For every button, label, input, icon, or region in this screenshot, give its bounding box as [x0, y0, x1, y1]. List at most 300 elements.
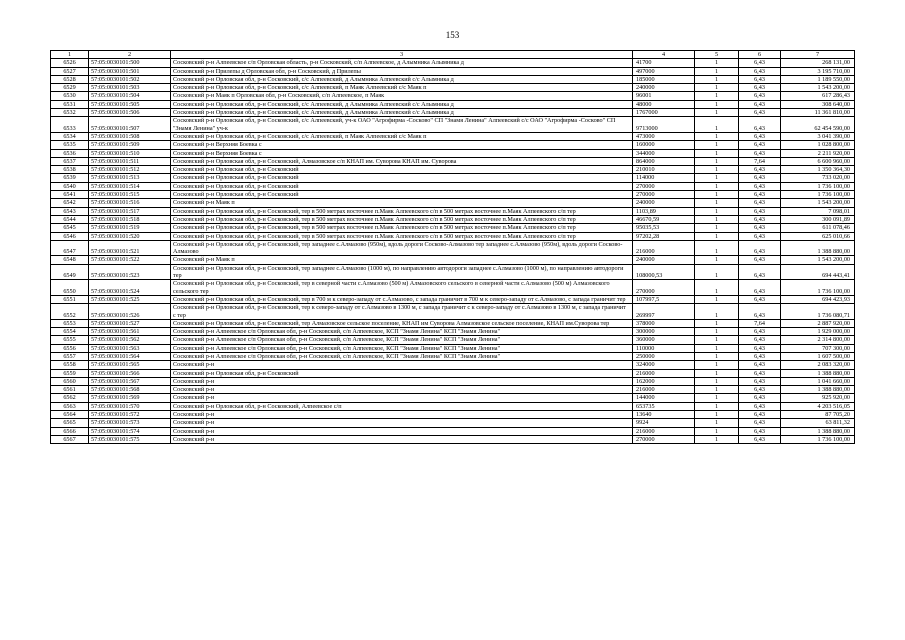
column-header-5: 5	[695, 51, 739, 59]
cell-row-number: 6553	[51, 319, 89, 327]
header-row	[51, 51, 855, 59]
cell-rate: 6,43	[739, 402, 781, 410]
cell-value: 6 600 960,00	[781, 157, 855, 165]
cell-value: 7 098,01	[781, 207, 855, 215]
cell-rate: 6,43	[739, 304, 781, 320]
cell-address: Сосковский р-н Орловская обл, р-н Сосковский, тер западнее с.Алмазово (1000 м), по направлению автодороги западнее с.Алмазово (1000 м), по направлению автодороги тер	[171, 264, 633, 280]
cell-cadastral-number: 57:05:0030101:567	[89, 377, 171, 385]
cell-row-number: 6527	[51, 67, 89, 75]
cell-cadastral-number: 57:05:0030101:514	[89, 182, 171, 190]
cell-quantity: 1	[695, 117, 739, 133]
table-row	[51, 427, 855, 435]
cell-rate: 6,43	[739, 435, 781, 443]
cell-quantity: 1	[695, 394, 739, 402]
cell-area: 250000	[633, 352, 695, 360]
cell-area: 114000	[633, 174, 695, 182]
cell-address: Сосковский р-н Прилепы д Орловская обл, р-н Сосковский, д Прилепы	[171, 67, 633, 75]
table-row	[51, 92, 855, 100]
page-number: 153	[445, 30, 460, 40]
cell-cadastral-number: 57:05:0030101:503	[89, 84, 171, 92]
cell-cadastral-number: 57:05:0030101:563	[89, 344, 171, 352]
cell-area: 97202,28	[633, 232, 695, 240]
cell-address: Сосковский р-н Верхняя Боевка с	[171, 141, 633, 149]
cell-quantity: 1	[695, 411, 739, 419]
cell-address: Сосковский р-н Орловская обл, р-н Сосковский, тер к северо-западу от с.Алмазово в 1300 м, с запада граничит с к северо-западу от с.Алмазово в 1300 м, с запада граничит с тер	[171, 304, 633, 320]
table-row	[51, 149, 855, 157]
cell-row-number: 6557	[51, 352, 89, 360]
cell-row-number: 6550	[51, 280, 89, 296]
cell-cadastral-number: 57:05:0030101:568	[89, 386, 171, 394]
cell-quantity: 1	[695, 295, 739, 303]
column-header-6: 6	[739, 51, 781, 59]
table-row	[51, 224, 855, 232]
cell-area: 185000	[633, 75, 695, 83]
cell-quantity: 1	[695, 232, 739, 240]
cell-row-number: 6547	[51, 240, 89, 256]
table-row	[51, 166, 855, 174]
column-header-4: 4	[633, 51, 695, 59]
table-row	[51, 84, 855, 92]
cell-rate: 6,43	[739, 100, 781, 108]
table-row	[51, 295, 855, 303]
cell-value: 1 388 880,00	[781, 386, 855, 394]
table-row	[51, 240, 855, 256]
cell-quantity: 1	[695, 304, 739, 320]
cell-rate: 6,43	[739, 336, 781, 344]
cell-address: Сосковский р-н	[171, 361, 633, 369]
cell-address: Сосковский р-н Орловская обл, р-н Сосковский	[171, 191, 633, 199]
cell-cadastral-number: 57:05:0030101:570	[89, 402, 171, 410]
cell-quantity: 1	[695, 361, 739, 369]
cell-address: Сосковский р-н	[171, 435, 633, 443]
cell-address: Сосковский р-н	[171, 377, 633, 385]
table-row	[51, 352, 855, 360]
cell-cadastral-number: 57:05:0030101:520	[89, 232, 171, 240]
cell-rate: 6,43	[739, 166, 781, 174]
cell-area: 324000	[633, 361, 695, 369]
cell-row-number: 6543	[51, 207, 89, 215]
cell-rate: 6,43	[739, 427, 781, 435]
cell-area: 95035,53	[633, 224, 695, 232]
cell-cadastral-number: 57:05:0030101:515	[89, 191, 171, 199]
cell-address: Сосковский р-н Орловская обл, р-н Сосковский, тер в 500 метрах восточнее п.Маяк Алпеевского с/п в 500 метрах восточнее п.Маяк Алпеевского с/п тер	[171, 207, 633, 215]
cell-value: 308 640,00	[781, 100, 855, 108]
cell-address: Сосковский р-н Орловская обл, р-н Сосковский	[171, 182, 633, 190]
cell-address: Сосковский р-н	[171, 427, 633, 435]
cell-area: 216000	[633, 240, 695, 256]
table-row	[51, 264, 855, 280]
cell-address: Сосковский р-н Орловская обл, р-н Сосковский, тер в 700 м к северо-западу от с.Алмазово, с запада граничит в 700 м к северо-западу от с.Алмазово, с запада граничит тер	[171, 295, 633, 303]
cell-rate: 6,43	[739, 75, 781, 83]
cell-address: Сосковский р-н Маяк п	[171, 256, 633, 264]
cell-quantity: 1	[695, 207, 739, 215]
cell-quantity: 1	[695, 182, 739, 190]
table-row	[51, 174, 855, 182]
cell-cadastral-number: 57:05:0030101:527	[89, 319, 171, 327]
cell-row-number: 6538	[51, 166, 89, 174]
cell-quantity: 1	[695, 369, 739, 377]
cell-cadastral-number: 57:05:0030101:524	[89, 280, 171, 296]
cell-cadastral-number: 57:05:0030101:523	[89, 264, 171, 280]
cell-row-number: 6549	[51, 264, 89, 280]
cell-row-number: 6560	[51, 377, 89, 385]
cell-address: Сосковский р-н Алпеевское с/п Орловская область, р-н Сосковский, с/п Алпеевское, д Алымника Алымника д	[171, 59, 633, 67]
cell-row-number: 6551	[51, 295, 89, 303]
cell-area: 1767000	[633, 109, 695, 117]
cell-area: 653735	[633, 402, 695, 410]
cell-rate: 6,43	[739, 256, 781, 264]
cell-cadastral-number: 57:05:0030101:565	[89, 361, 171, 369]
cell-value: 1 350 364,30	[781, 166, 855, 174]
cell-value: 1 028 800,00	[781, 141, 855, 149]
cell-address: Сосковский р-н Орловская обл, р-н Сосковский	[171, 166, 633, 174]
cell-rate: 6,43	[739, 92, 781, 100]
cell-quantity: 1	[695, 149, 739, 157]
cell-address: Сосковский р-н	[171, 419, 633, 427]
cell-address: Сосковский р-н Орловская обл, р-н Сосковский, тер в северной части с.Алмазово (500 м) Алмазовского сельского в северной части с.Алмазово (500 м) Алмазовского сельского тер	[171, 280, 633, 296]
cell-row-number: 6545	[51, 224, 89, 232]
table-row	[51, 109, 855, 117]
cell-value: 1 388 880,00	[781, 240, 855, 256]
column-header-7: 7	[781, 51, 855, 59]
cell-cadastral-number: 57:05:0030101:519	[89, 224, 171, 232]
column-header-3: 3	[171, 51, 633, 59]
cell-area: 864000	[633, 157, 695, 165]
cell-rate: 6,43	[739, 174, 781, 182]
cell-row-number: 6539	[51, 174, 89, 182]
table-row	[51, 132, 855, 140]
cell-quantity: 1	[695, 84, 739, 92]
cell-cadastral-number: 57:05:0030101:526	[89, 304, 171, 320]
cell-rate: 6,43	[739, 182, 781, 190]
cell-rate: 6,43	[739, 361, 781, 369]
cell-rate: 6,43	[739, 344, 781, 352]
cell-quantity: 1	[695, 92, 739, 100]
cell-cadastral-number: 57:05:0030101:521	[89, 240, 171, 256]
column-header-2: 2	[89, 51, 171, 59]
cell-area: 46670,59	[633, 215, 695, 223]
cell-address: Сосковский р-н Орловская обл, р-н Сосковский, с/с Алпеевский, п Маяк Алпеевский с/с Маяк п	[171, 132, 633, 140]
cell-rate: 6,43	[739, 411, 781, 419]
cell-value: 1 543 200,00	[781, 256, 855, 264]
cell-value: 268 131,00	[781, 59, 855, 67]
table-row	[51, 361, 855, 369]
cell-value: 611 078,46	[781, 224, 855, 232]
cell-address: Сосковский р-н Маяк п Орловская обл, р-н Сосковский, с/п Алпеевское, п Маяк	[171, 92, 633, 100]
table-row	[51, 157, 855, 165]
cell-row-number: 6563	[51, 402, 89, 410]
cell-row-number: 6532	[51, 109, 89, 117]
cell-cadastral-number: 57:05:0030101:573	[89, 419, 171, 427]
cell-value: 11 361 810,00	[781, 109, 855, 117]
cell-row-number: 6565	[51, 419, 89, 427]
cell-row-number: 6535	[51, 141, 89, 149]
cell-rate: 6,43	[739, 295, 781, 303]
cell-cadastral-number: 57:05:0030101:561	[89, 328, 171, 336]
cell-quantity: 1	[695, 377, 739, 385]
cell-quantity: 1	[695, 264, 739, 280]
cell-cadastral-number: 57:05:0030101:505	[89, 100, 171, 108]
cell-area: 216000	[633, 386, 695, 394]
cell-address: Сосковский р-н Орловская обл, р-н Сосковский, Алмазовское с/п КНАП им. Суворова КНАП им. Суворова	[171, 157, 633, 165]
cell-row-number: 6566	[51, 427, 89, 435]
cell-area: 378000	[633, 319, 695, 327]
table-row	[51, 304, 855, 320]
cell-cadastral-number: 57:05:0030101:508	[89, 132, 171, 140]
cell-row-number: 6533	[51, 117, 89, 133]
cell-area: 240000	[633, 84, 695, 92]
cell-cadastral-number: 57:05:0030101:517	[89, 207, 171, 215]
cell-value: 1 607 500,00	[781, 352, 855, 360]
cell-rate: 6,43	[739, 240, 781, 256]
cell-value: 1 929 000,00	[781, 328, 855, 336]
table-row	[51, 402, 855, 410]
cell-row-number: 6530	[51, 92, 89, 100]
cell-rate: 7,64	[739, 319, 781, 327]
cell-value: 1 543 200,00	[781, 84, 855, 92]
cell-value: 3 195 710,00	[781, 67, 855, 75]
cell-quantity: 1	[695, 191, 739, 199]
cell-quantity: 1	[695, 75, 739, 83]
cell-rate: 6,43	[739, 386, 781, 394]
cell-value: 2 887 920,00	[781, 319, 855, 327]
cell-address: Сосковский р-н Орловская обл, р-н Сосковский, с/с Алпеевский, д Алымника Алпеевский с/с Алымника д	[171, 75, 633, 83]
cell-area: 1103,89	[633, 207, 695, 215]
cell-address: Сосковский р-н Орловская обл, р-н Сосковский, тер в 500 метрах восточнее п.Маяк Алпеевского с/п в 500 метрах восточнее п.Маяк Алпеевского с/п тер	[171, 232, 633, 240]
cell-quantity: 1	[695, 224, 739, 232]
cell-address: Сосковский р-н	[171, 386, 633, 394]
cell-cadastral-number: 57:05:0030101:509	[89, 141, 171, 149]
cell-rate: 6,43	[739, 199, 781, 207]
cell-quantity: 1	[695, 67, 739, 75]
table-row	[51, 141, 855, 149]
cell-row-number: 6559	[51, 369, 89, 377]
cell-rate: 6,43	[739, 264, 781, 280]
cell-area: 162000	[633, 377, 695, 385]
cell-quantity: 1	[695, 166, 739, 174]
cell-rate: 6,43	[739, 215, 781, 223]
cell-rate: 6,43	[739, 132, 781, 140]
table-row	[51, 377, 855, 385]
cell-quantity: 1	[695, 157, 739, 165]
cell-row-number: 6544	[51, 215, 89, 223]
cell-area: 240000	[633, 256, 695, 264]
cell-cadastral-number: 57:05:0030101:525	[89, 295, 171, 303]
cell-rate: 6,43	[739, 224, 781, 232]
cell-row-number: 6564	[51, 411, 89, 419]
cell-quantity: 1	[695, 344, 739, 352]
cell-value: 617 286,43	[781, 92, 855, 100]
cell-rate: 6,43	[739, 117, 781, 133]
cell-quantity: 1	[695, 256, 739, 264]
cell-address: Сосковский р-н Орловская обл, р-н Сосковский, с/с Алпеевский, уч-к ОАО "Агрофирма -Сосково" СП "Знамя Ленина" Алпеевский с/с ОАО "Агрофирма -Сосково" СП "Знамя Ленина" уч-к	[171, 117, 633, 133]
cell-value: 625 010,66	[781, 232, 855, 240]
cell-address: Сосковский р-н Орловская обл, р-н Сосковский, тер западнее с.Алмазово (950м), вдоль дороги Сосково-Алмазово тер западнее с.Алмазово (950м), вдоль дороги Сосково-Алмазово	[171, 240, 633, 256]
cell-cadastral-number: 57:05:0030101:562	[89, 336, 171, 344]
cell-address: Сосковский р-н	[171, 411, 633, 419]
cell-rate: 6,43	[739, 369, 781, 377]
cell-quantity: 1	[695, 240, 739, 256]
table-row	[51, 319, 855, 327]
cell-cadastral-number: 57:05:0030101:513	[89, 174, 171, 182]
cell-value: 4 203 516,05	[781, 402, 855, 410]
cell-cadastral-number: 57:05:0030101:504	[89, 92, 171, 100]
cell-area: 48000	[633, 100, 695, 108]
cell-quantity: 1	[695, 328, 739, 336]
cell-row-number: 6534	[51, 132, 89, 140]
cell-cadastral-number: 57:05:0030101:500	[89, 59, 171, 67]
cell-quantity: 1	[695, 386, 739, 394]
cell-value: 300 091,89	[781, 215, 855, 223]
cell-row-number: 6529	[51, 84, 89, 92]
cell-quantity: 1	[695, 402, 739, 410]
table-row	[51, 59, 855, 67]
table-row	[51, 256, 855, 264]
cell-address: Сосковский р-н Орловская обл, р-н Сосковский, с/с Алпеевский, д Алымника Алпеевский с/с Алымника д	[171, 109, 633, 117]
cell-rate: 6,43	[739, 67, 781, 75]
cell-value: 2 083 320,00	[781, 361, 855, 369]
cell-cadastral-number: 57:05:0030101:510	[89, 149, 171, 157]
cell-rate: 6,43	[739, 352, 781, 360]
cell-area: 344000	[633, 149, 695, 157]
table-row	[51, 336, 855, 344]
table-row	[51, 386, 855, 394]
cell-area: 13640	[633, 411, 695, 419]
cell-row-number: 6531	[51, 100, 89, 108]
cell-quantity: 1	[695, 174, 739, 182]
cell-row-number: 6554	[51, 328, 89, 336]
cell-row-number: 6542	[51, 199, 89, 207]
cell-row-number: 6541	[51, 191, 89, 199]
cell-address: Сосковский р-н Алпеевское с/п Орловская обл, р-н Сосковский, с/п Алпеевское, КСП "Знамя Ленина" КСП "Знамя Ленина"	[171, 328, 633, 336]
cell-value: 1 543 200,00	[781, 199, 855, 207]
cell-cadastral-number: 57:05:0030101:501	[89, 67, 171, 75]
cell-rate: 6,43	[739, 328, 781, 336]
cell-area: 96001	[633, 92, 695, 100]
cell-row-number: 6526	[51, 59, 89, 67]
cell-value: 925 920,00	[781, 394, 855, 402]
table-row	[51, 215, 855, 223]
cell-rate: 7,64	[739, 157, 781, 165]
cell-rate: 6,43	[739, 207, 781, 215]
cell-value: 2 314 800,00	[781, 336, 855, 344]
cell-area: 108000,53	[633, 264, 695, 280]
cell-area: 9924	[633, 419, 695, 427]
cell-area: 107997,5	[633, 295, 695, 303]
cell-address: Сосковский р-н Орловская обл, р-н Сосковский, тер в 500 метрах восточнее п.Маяк Алпеевского с/п в 500 метрах восточнее п.Маяк Алпеевского с/п тер	[171, 224, 633, 232]
cell-row-number: 6552	[51, 304, 89, 320]
cell-address: Сосковский р-н Орловская обл, р-н Сосковский, с/с Алпеевский, д Алымника Алпеевский с/с Алымника д	[171, 100, 633, 108]
cell-value: 1 388 880,00	[781, 427, 855, 435]
cell-cadastral-number: 57:05:0030101:516	[89, 199, 171, 207]
cell-row-number: 6561	[51, 386, 89, 394]
cell-cadastral-number: 57:05:0030101:507	[89, 117, 171, 133]
cell-value: 62 454 590,00	[781, 117, 855, 133]
column-header-1: 1	[51, 51, 89, 59]
table-row	[51, 419, 855, 427]
cell-area: 270000	[633, 435, 695, 443]
table-row	[51, 207, 855, 215]
cell-row-number: 6546	[51, 232, 89, 240]
cell-row-number: 6555	[51, 336, 89, 344]
table-row	[51, 411, 855, 419]
cell-quantity: 1	[695, 352, 739, 360]
cell-cadastral-number: 57:05:0030101:518	[89, 215, 171, 223]
cell-rate: 6,43	[739, 84, 781, 92]
table-row	[51, 117, 855, 133]
cell-area: 144000	[633, 394, 695, 402]
cell-value: 3 041 390,00	[781, 132, 855, 140]
table-row	[51, 435, 855, 443]
cell-cadastral-number: 57:05:0030101:522	[89, 256, 171, 264]
cell-quantity: 1	[695, 199, 739, 207]
cell-address: Сосковский р-н Алпеевское с/п Орловская обл, р-н Сосковский, с/п Алпеевское, КСП "Знамя Ленина" КСП "Знамя Ленина"	[171, 336, 633, 344]
cell-quantity: 1	[695, 427, 739, 435]
cell-value: 1 736 100,00	[781, 280, 855, 296]
cell-area: 110000	[633, 344, 695, 352]
cell-area: 240000	[633, 199, 695, 207]
cell-quantity: 1	[695, 419, 739, 427]
cell-quantity: 1	[695, 280, 739, 296]
cell-rate: 6,43	[739, 377, 781, 385]
cell-address: Сосковский р-н Орловская обл, р-н Сосковский, тер Алмазовское сельское поселение, КНАП им Суворова Алмазовское сельское поселение, КНАП им.Суворова тер	[171, 319, 633, 327]
table-row	[51, 75, 855, 83]
cell-value: 1 388 880,00	[781, 369, 855, 377]
cell-row-number: 6556	[51, 344, 89, 352]
cell-rate: 6,43	[739, 59, 781, 67]
table-row	[51, 394, 855, 402]
table-row	[51, 67, 855, 75]
cell-row-number: 6558	[51, 361, 89, 369]
cell-address: Сосковский р-н Орловская обл, р-н Сосковский, тер в 500 метрах восточнее п.Маяк Алпеевского с/п в 500 метрах восточнее п.Маяк Алпеевского с/п тер	[171, 215, 633, 223]
cell-area: 300000	[633, 328, 695, 336]
cell-value: 1 736 100,00	[781, 182, 855, 190]
cell-quantity: 1	[695, 435, 739, 443]
table-row	[51, 100, 855, 108]
cell-rate: 6,43	[739, 394, 781, 402]
cell-area: 473000	[633, 132, 695, 140]
cell-cadastral-number: 57:05:0030101:572	[89, 411, 171, 419]
cell-area: 360000	[633, 336, 695, 344]
cell-address: Сосковский р-н	[171, 394, 633, 402]
cell-row-number: 6540	[51, 182, 89, 190]
cell-area: 9713000	[633, 117, 695, 133]
cell-quantity: 1	[695, 132, 739, 140]
cell-rate: 6,43	[739, 232, 781, 240]
cell-address: Сосковский р-н Орловская обл, р-н Сосковский, Алпеевское с/п	[171, 402, 633, 410]
cell-area: 216000	[633, 369, 695, 377]
cell-area: 270000	[633, 182, 695, 190]
cell-cadastral-number: 57:05:0030101:506	[89, 109, 171, 117]
cell-cadastral-number: 57:05:0030101:569	[89, 394, 171, 402]
cell-area: 270000	[633, 280, 695, 296]
table-row	[51, 369, 855, 377]
table-row	[51, 182, 855, 190]
cell-row-number: 6562	[51, 394, 89, 402]
cell-address: Сосковский р-н Алпеевское с/п Орловская обл, р-н Сосковский, с/п Алпеевское, КСП "Знамя Ленина" КСП "Знамя Ленина"	[171, 344, 633, 352]
cell-address: Сосковский р-н Орловская обл, р-н Сосковский	[171, 174, 633, 182]
cell-value: 2 211 920,00	[781, 149, 855, 157]
cell-value: 1 736 080,71	[781, 304, 855, 320]
cell-quantity: 1	[695, 215, 739, 223]
cell-value: 1 189 550,00	[781, 75, 855, 83]
cell-value: 1 041 660,00	[781, 377, 855, 385]
cell-cadastral-number: 57:05:0030101:575	[89, 435, 171, 443]
cell-cadastral-number: 57:05:0030101:512	[89, 166, 171, 174]
cell-rate: 6,43	[739, 280, 781, 296]
cell-address: Сосковский р-н Маяк п	[171, 199, 633, 207]
cell-address: Сосковский р-н Орловская обл, р-н Сосковский, с/с Алпеевский, п Маяк Алпеевский с/с Маяк п	[171, 84, 633, 92]
